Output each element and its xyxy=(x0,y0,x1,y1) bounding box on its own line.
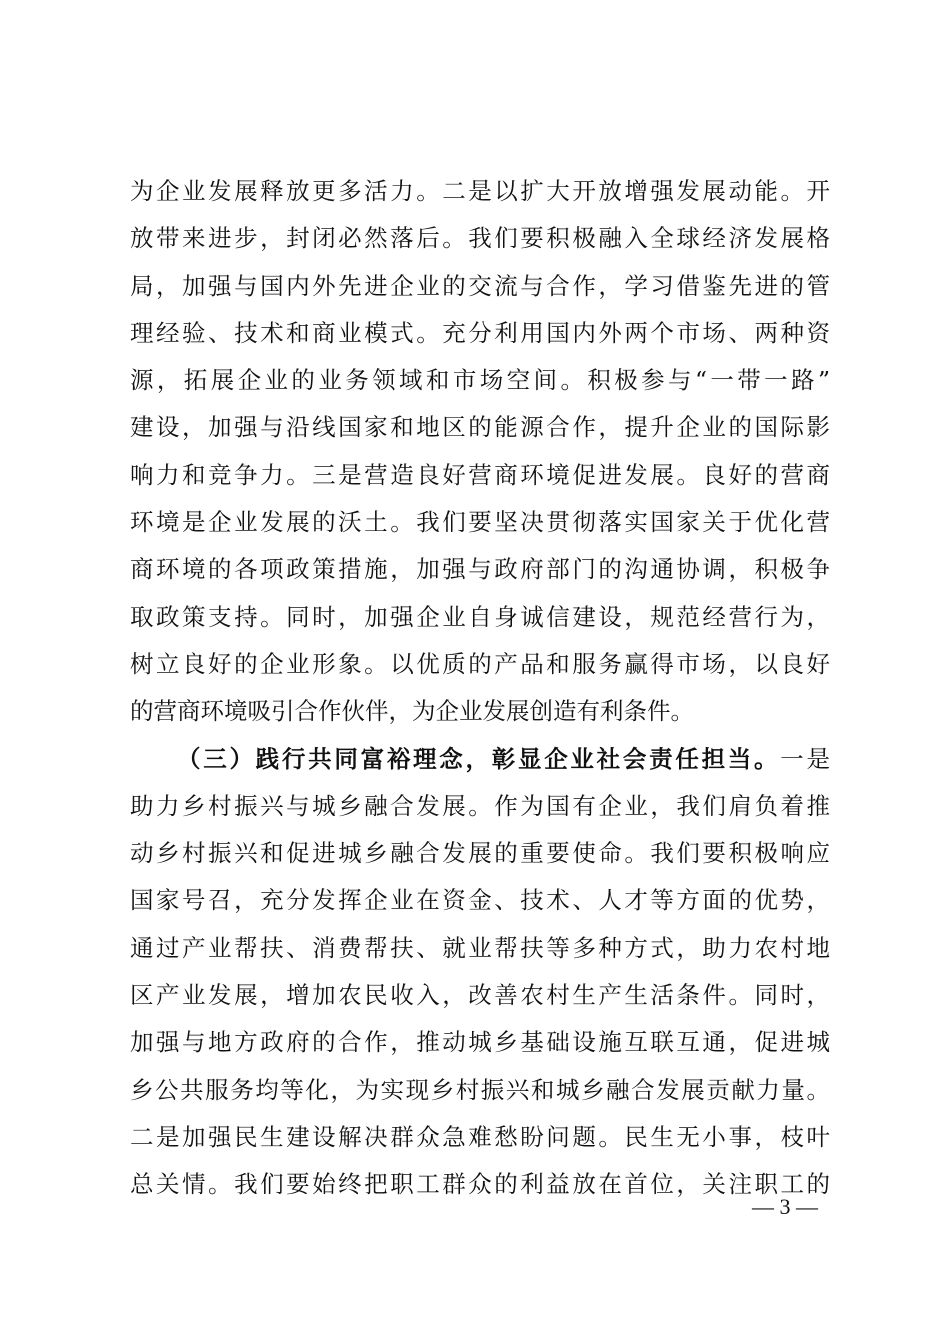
text-line: 二是加强民生建设解决群众急难愁盼问题。民生无小事，枝叶 xyxy=(130,1122,830,1151)
text-line: 动乡村振兴和促进城乡融合发展的重要使命。我们要积极响应 xyxy=(130,839,830,868)
body-text xyxy=(130,168,830,1209)
section-heading: （三）践行共同富裕理念，彰显企业社会责任担当。 xyxy=(177,744,781,773)
text-line: 助力乡村振兴与城乡融合发展。作为国有企业，我们肩负着推 xyxy=(130,791,830,820)
text-line: 响力和竞争力。三是营造良好营商环境促进发展。良好的营商 xyxy=(130,460,830,489)
text-line: 建设，加强与沿线国家和地区的能源合作，提升企业的国际影 xyxy=(130,413,830,442)
text-line: 区产业发展，增加农民收入，改善农村生产生活条件。同时， xyxy=(130,981,830,1010)
text-line: 局，加强与国内外先进企业的交流与合作，学习借鉴先进的管 xyxy=(130,271,830,300)
text-line: 取政策支持。同时，加强企业自身诚信建设，规范经营行为， xyxy=(130,602,830,631)
text-line: 理经验、技术和商业模式。充分利用国内外两个市场、两种资 xyxy=(130,318,830,347)
text-line: 源，拓展企业的业务领域和市场空间。积极参与“一带一路” xyxy=(130,366,830,395)
text-line: 为企业发展释放更多活力。二是以扩大开放增强发展动能。开 xyxy=(130,177,830,205)
text-line: 总关情。我们要始终把职工群众的利益放在首位，关注职工的 xyxy=(130,1170,830,1199)
text-line: 商环境的各项政策措施，加强与政府部门的沟通协调，积极争 xyxy=(130,555,830,584)
text-line: 的营商环境吸引合作伙伴，为企业发展创造有利条件。 xyxy=(130,697,694,726)
section-heading-line xyxy=(130,736,830,783)
section-heading-tail: 一是 xyxy=(780,744,831,773)
text-line: 环境是企业发展的沃土。我们要坚决贯彻落实国家关于优化营 xyxy=(130,508,830,537)
text-line: 国家号召，充分发挥企业在资金、技术、人才等方面的优势， xyxy=(130,886,830,915)
text-line: 通过产业帮扶、消费帮扶、就业帮扶等多种方式，助力农村地 xyxy=(130,933,830,962)
text-line: 放带来进步，封闭必然落后。我们要积极融入全球经济发展格 xyxy=(130,224,830,253)
text-line: 乡公共服务均等化，为实现乡村振兴和城乡融合发展贡献力量。 xyxy=(130,1075,830,1104)
page-number: — 3 — xyxy=(752,1194,818,1219)
text-line: 加强与地方政府的合作，推动城乡基础设施互联互通，促进城 xyxy=(130,1028,830,1057)
text-line: 树立良好的企业形象。以优质的产品和服务赢得市场，以良好 xyxy=(130,649,830,678)
